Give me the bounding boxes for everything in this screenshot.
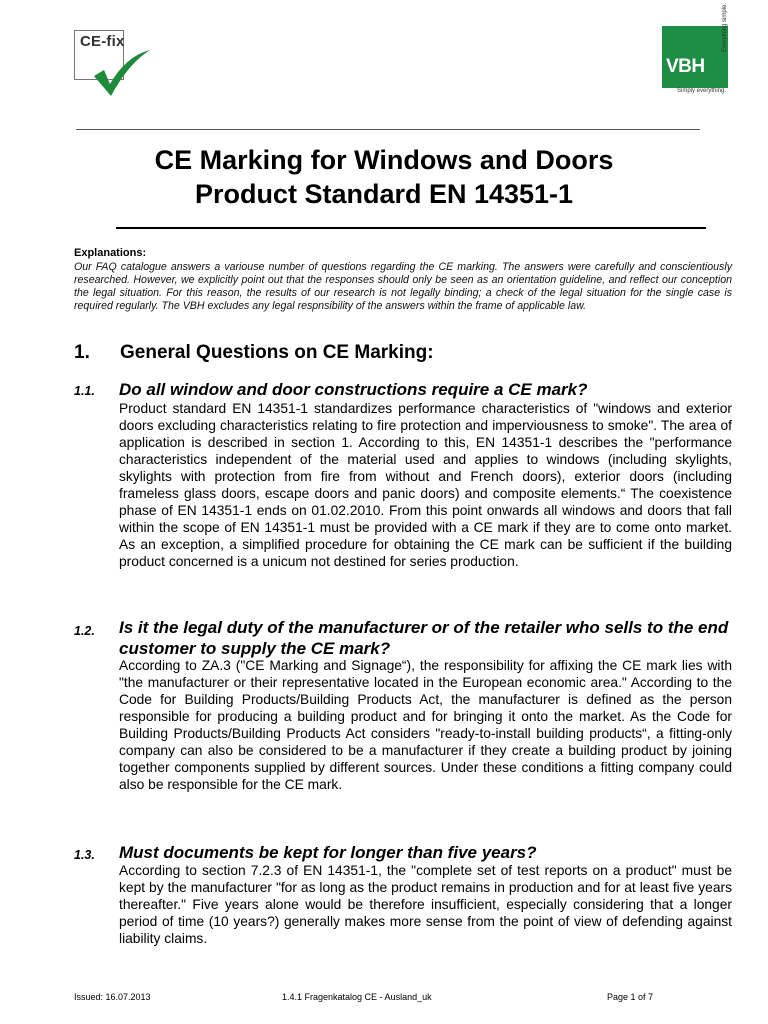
vbh-logo: [662, 2, 740, 110]
title-line-1: CE Marking for Windows and Doors: [154, 145, 614, 175]
vbh-tagline: Simply everything.: [677, 88, 727, 94]
question-answer: Product standard EN 14351-1 standardizes performance characteristics of "windows and exterior doors excluding characteristics relating to fire protection and imperviousness to smoke". The area of application is described in section 1. According to this, EN 14351-1 describes the "performance characteristics independent of the material used and applies to windows (including skylights, skylights with protection from fire from without and French doors), exterior doors (including frameless glass doors, escape doors and panic doors) and composite elements.“ The coexistence phase of EN 14351-1 ends on 01.02.2010. From this point onwards all windows and doors that fall within the scope of EN 14351-1 must be provided with a CE mark if they are to come onto market. As an exception, a simplified procedure for obtaining the CE mark can be sufficient if the building product concerned is a unicum not destined for series production.: [119, 401, 732, 569]
vbh-vertical-tagline: Everything simple.: [722, 2, 728, 52]
question-number: 1.3.: [74, 848, 95, 862]
top-divider: [76, 129, 700, 130]
cefix-logo-text: CE-fix: [80, 33, 125, 50]
question-number: 1.2.: [74, 624, 95, 638]
question-number: 1.1.: [74, 384, 95, 398]
question-answer: According to ZA.3 ("CE Marking and Signage“), the responsibility for affixing the CE mark lies with "the manufacturer or their representative located in the European economic area." According to the Code for Building Products/Building Products Act, the manufacturer is defined as the person responsible for producing a building product and for bringing it onto the market. As the Code for Building Products/Building Products Act considers "ready-to-install building products“, a fitting-only company can also be considered to be a manufacturer if they create a building product by joining together components supplied by different sources. Under these conditions a fitting company could also be responsible for the CE mark.: [119, 658, 732, 792]
cefix-logo: [74, 30, 152, 100]
section-title: General Questions on CE Marking:: [120, 342, 434, 363]
question-answer: According to section 7.2.3 of EN 14351-1, the "complete set of test reports on a product" must be kept by the manufacturer "for as long as the product remains in production and for at least five years thereafter." Five years alone would be therefore insufficient, especially considering that a longer period of time (10 years?) generally makes more sense from the point of view of defending against liability claims.: [119, 863, 732, 946]
explanations-text: Our FAQ catalogue answers a variouse number of questions regarding the CE marking. The answers were carefully and conscientiously researched. However, we explicitly point out that the responses should only be seen as an orientation guideline, and reflect our conception the legal situation. For this reason, the results of our research is not legally binding; a check of the legal situation for the single case is required regularly. The VBH excludes any legal respnsibility of the answers within the frame of applicable law.: [74, 261, 732, 312]
explanations-heading: Explanations:: [74, 247, 147, 259]
section-number: 1.: [74, 342, 90, 363]
footer-page-number: Page 1 of 7: [607, 992, 654, 1002]
question-title: Must documents be kept for longer than five years?: [119, 843, 537, 862]
footer-issued-date: Issued: 16.07.2013: [74, 992, 151, 1002]
title-divider: [116, 227, 706, 229]
vbh-logo-name: VBH: [666, 56, 705, 77]
footer-document-name: 1.4.1 Fragenkatalog CE - Ausland_uk: [282, 992, 432, 1002]
document-title: [0, 143, 768, 211]
checkmark-icon: [74, 30, 152, 100]
title-line-2: Product Standard EN 14351-1: [194, 179, 574, 209]
question-title: Do all window and door constructions require a CE mark?: [119, 380, 588, 399]
question-title: Is it the legal duty of the manufacturer or of the retailer who sells to the end customer to supply the CE mark?: [119, 618, 729, 658]
